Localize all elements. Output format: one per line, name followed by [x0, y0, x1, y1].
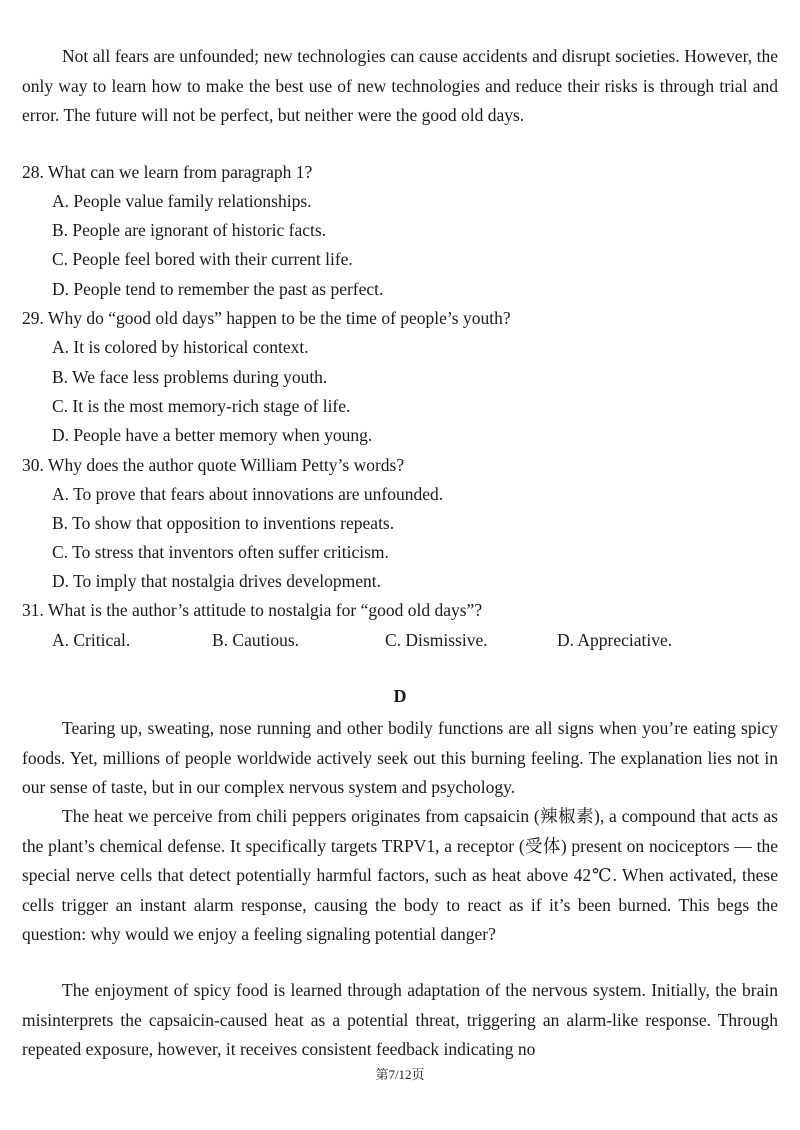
option-b: B. Cautious.: [212, 630, 300, 650]
option-a: A. People value family relationships.: [52, 191, 312, 211]
option-c: C. Dismissive.: [385, 630, 488, 650]
option-d: D. People have a better memory when young.: [52, 425, 373, 445]
question-stem: 31. What is the author’s attitude to nostalgia for “good old days”?: [22, 600, 483, 620]
section-heading: D: [393, 686, 407, 706]
options-row: [52, 626, 778, 655]
option-a: A. It is colored by historical context.: [52, 337, 309, 357]
option-a: A. To prove that fears about innovations are unfounded.: [52, 484, 444, 504]
option-c: C. It is the most memory-rich stage of life.: [52, 396, 351, 416]
question-stem: 28. What can we learn from paragraph 1?: [22, 162, 313, 182]
option-d: D. People tend to remember the past as perfect.: [52, 279, 384, 299]
option-b: B. To show that opposition to inventions repeats.: [52, 513, 395, 533]
intro-paragraph: Not all fears are unfounded; new technologies can cause accidents and disrupt societies. However, the only way to learn how to make the best use of new technologies and reduce their risks is through trial and error. The future will not be perfect, but neither were the good old days.: [22, 46, 778, 125]
option-d: D. To imply that nostalgia drives development.: [52, 571, 381, 591]
passage-paragraph-1: Tearing up, sweating, nose running and other bodily functions are all signs when you’re eating spicy foods. Yet, millions of people worldwide actively seek out this burning feeling. The explanation lies not in our sense of taste, but in our complex nervous system and psychology.: [22, 718, 778, 797]
option-d: D. Appreciative.: [557, 630, 673, 650]
question-stem: 30. Why does the author quote William Petty’s words?: [22, 455, 405, 475]
passage-paragraph-3: The enjoyment of spicy food is learned through adaptation of the nervous system. Initially, the brain misinterprets the capsaicin-caused heat as a potential threat, triggering an alarm-like response. Through repeated exposure, however, it receives consistent feedback indicating no: [22, 980, 778, 1059]
option-a: A. Critical.: [52, 630, 131, 650]
option-c: C. To stress that inventors often suffer criticism.: [52, 542, 389, 562]
passage-paragraph-2: The heat we perceive from chili peppers originates from capsaicin (辣椒素), a compound that acts as the plant’s chemical defense. It specifically targets TRPV1, a receptor (受体) present on nociceptors — the special nerve cells that detect potentially harmful factors, such as heat above 42℃. When activated, these cells trigger an instant alarm response, causing the body to react as if it’s been burned. This begs the question: why would we enjoy a feeling signaling potential danger?: [22, 806, 778, 944]
page-number: 第7/12页: [375, 1067, 425, 1082]
option-c: C. People feel bored with their current life.: [52, 249, 353, 269]
option-b: B. We face less problems during youth.: [52, 367, 328, 387]
question-stem: 29. Why do “good old days” happen to be the time of people’s youth?: [22, 308, 511, 328]
option-b: B. People are ignorant of historic facts.: [52, 220, 327, 240]
